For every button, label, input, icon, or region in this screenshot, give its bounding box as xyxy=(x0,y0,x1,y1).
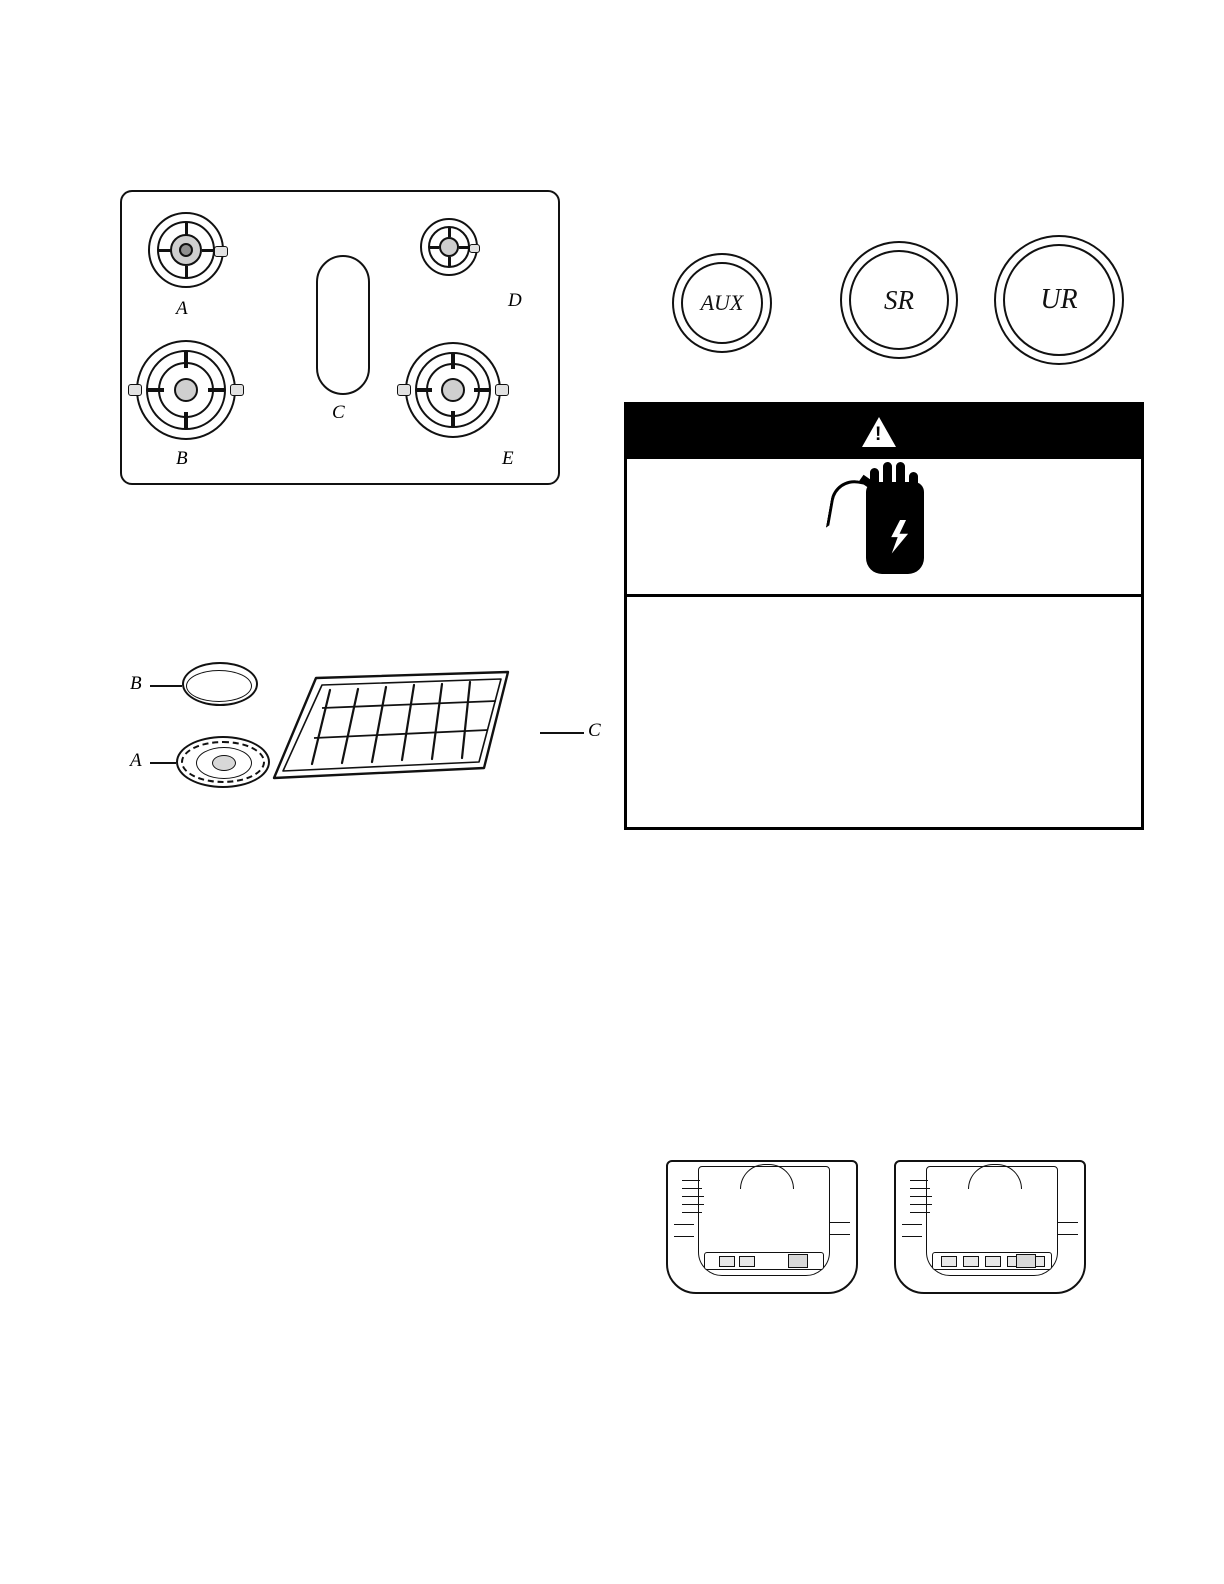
shock-icon-finger-3 xyxy=(896,462,905,494)
burner-b-igniter-tab-left xyxy=(128,384,142,396)
parts-leader-c xyxy=(540,732,584,734)
oven-right-rack-rail-2 xyxy=(902,1236,922,1237)
warning-box xyxy=(624,402,1144,830)
burner-b-spoke-bottom xyxy=(184,412,188,428)
oven-left-burner-seg-1 xyxy=(719,1256,735,1267)
burner-b-spoke-right xyxy=(208,388,224,392)
cooktop-label-c: C xyxy=(332,402,345,423)
oven-left-igniter xyxy=(788,1254,808,1268)
marking-ur-label: UR xyxy=(1040,284,1078,315)
burner-head-center xyxy=(212,755,236,771)
center-oval-burner xyxy=(316,255,370,395)
cooktop-label-a: A xyxy=(176,298,188,319)
burner-d-igniter-tab xyxy=(469,244,480,253)
parts-leader-a xyxy=(150,762,176,764)
burner-e-spoke-right xyxy=(474,388,489,392)
burner-e-igniter-tab-left xyxy=(397,384,411,396)
burner-a-spoke-bottom xyxy=(185,266,188,279)
oven-left-vent-5 xyxy=(682,1212,702,1213)
warning-box-body xyxy=(627,597,1141,639)
burner-marking-symbols xyxy=(660,235,1140,365)
oven-left-rack-rail-2 xyxy=(674,1236,694,1237)
burner-e-spoke-left xyxy=(417,388,432,392)
burner-d-spoke-left xyxy=(429,246,439,249)
parts-label-b: B xyxy=(130,673,142,694)
shock-icon-finger-4 xyxy=(909,472,918,498)
burner-parts-figure xyxy=(120,640,601,825)
oven-left-vent-1 xyxy=(682,1180,700,1181)
marking-sr-label: SR xyxy=(884,284,914,315)
parts-label-c: C xyxy=(588,720,601,741)
oven-cavity-left xyxy=(660,1150,860,1305)
warning-icon-area xyxy=(627,459,1141,597)
oven-right-vent-3 xyxy=(910,1196,932,1197)
oven-right-rack-rail-r2 xyxy=(1058,1234,1078,1235)
oven-right-rack-rail-r1 xyxy=(1058,1222,1078,1223)
burner-e-cap xyxy=(441,378,465,402)
burner-b-igniter-tab-right xyxy=(230,384,244,396)
oven-left-rack-rail-r2 xyxy=(830,1234,850,1235)
burner-a-spoke-left xyxy=(158,249,171,252)
oven-cavity-right xyxy=(888,1150,1088,1305)
burner-d-cap xyxy=(439,237,459,257)
oven-left-rack-rail-r1 xyxy=(830,1222,850,1223)
shock-icon-finger-1 xyxy=(870,468,879,494)
electrical-shock-hand-icon xyxy=(824,472,944,582)
oven-right-rack-rail-1 xyxy=(902,1224,922,1225)
burner-d-spoke-bottom xyxy=(448,257,451,267)
oven-left-rack-rail-1 xyxy=(674,1224,694,1225)
burner-b-spoke-left xyxy=(148,388,164,392)
burner-d-spoke-top xyxy=(448,227,451,237)
oven-left-vent-2 xyxy=(682,1188,702,1189)
marking-ur xyxy=(994,235,1124,365)
oven-right-vent-1 xyxy=(910,1180,928,1181)
burner-a-spoke-top xyxy=(185,222,188,235)
burner-e-igniter-tab-right xyxy=(495,384,509,396)
oven-right-cover-seg-1 xyxy=(941,1256,957,1267)
parts-label-a: A xyxy=(130,750,142,771)
oven-right-cover-seg-3 xyxy=(985,1256,1001,1267)
oven-right-vent-2 xyxy=(910,1188,930,1189)
burner-a-center-port xyxy=(179,243,193,257)
marking-aux-label: AUX xyxy=(700,290,744,315)
burner-d xyxy=(420,218,478,276)
oven-left-burner-seg-2 xyxy=(739,1256,755,1267)
burner-d-spoke-right xyxy=(459,246,469,249)
burner-b xyxy=(136,340,236,440)
burner-e xyxy=(405,342,501,438)
warning-triangle-icon xyxy=(862,417,896,447)
oven-right-outline xyxy=(894,1160,1086,1294)
marking-aux xyxy=(672,253,772,353)
parts-leader-b xyxy=(150,685,182,687)
grate-svg xyxy=(270,668,530,793)
oven-right-vent-5 xyxy=(910,1212,930,1213)
burner-e-spoke-bottom xyxy=(451,411,455,426)
oven-left-vent-3 xyxy=(682,1196,704,1197)
marking-sr xyxy=(840,241,958,359)
burner-b-spoke-top xyxy=(184,352,188,368)
burner-cap-part-shadow xyxy=(186,670,252,702)
burner-a-igniter-tab xyxy=(214,246,228,257)
cooktop-label-d: D xyxy=(508,290,522,311)
oven-right-vent-4 xyxy=(910,1204,932,1205)
oven-right-cover-seg-2 xyxy=(963,1256,979,1267)
oven-right-igniter xyxy=(1016,1254,1036,1268)
warning-box-header xyxy=(627,405,1141,459)
burner-a xyxy=(148,212,224,288)
cooktop-label-b: B xyxy=(176,448,188,469)
burner-grate-part xyxy=(270,668,530,793)
burner-b-cap xyxy=(174,378,198,402)
shock-icon-finger-2 xyxy=(883,462,892,494)
burner-e-spoke-top xyxy=(451,354,455,369)
oven-left-outline xyxy=(666,1160,858,1294)
burner-head-part xyxy=(176,736,270,788)
oven-left-vent-4 xyxy=(682,1204,704,1205)
cooktop-burner-layout-figure xyxy=(120,190,560,485)
oven-cavity-figures xyxy=(660,1150,1100,1310)
cooktop-label-e: E xyxy=(502,448,514,469)
shock-icon-hand xyxy=(866,482,924,574)
